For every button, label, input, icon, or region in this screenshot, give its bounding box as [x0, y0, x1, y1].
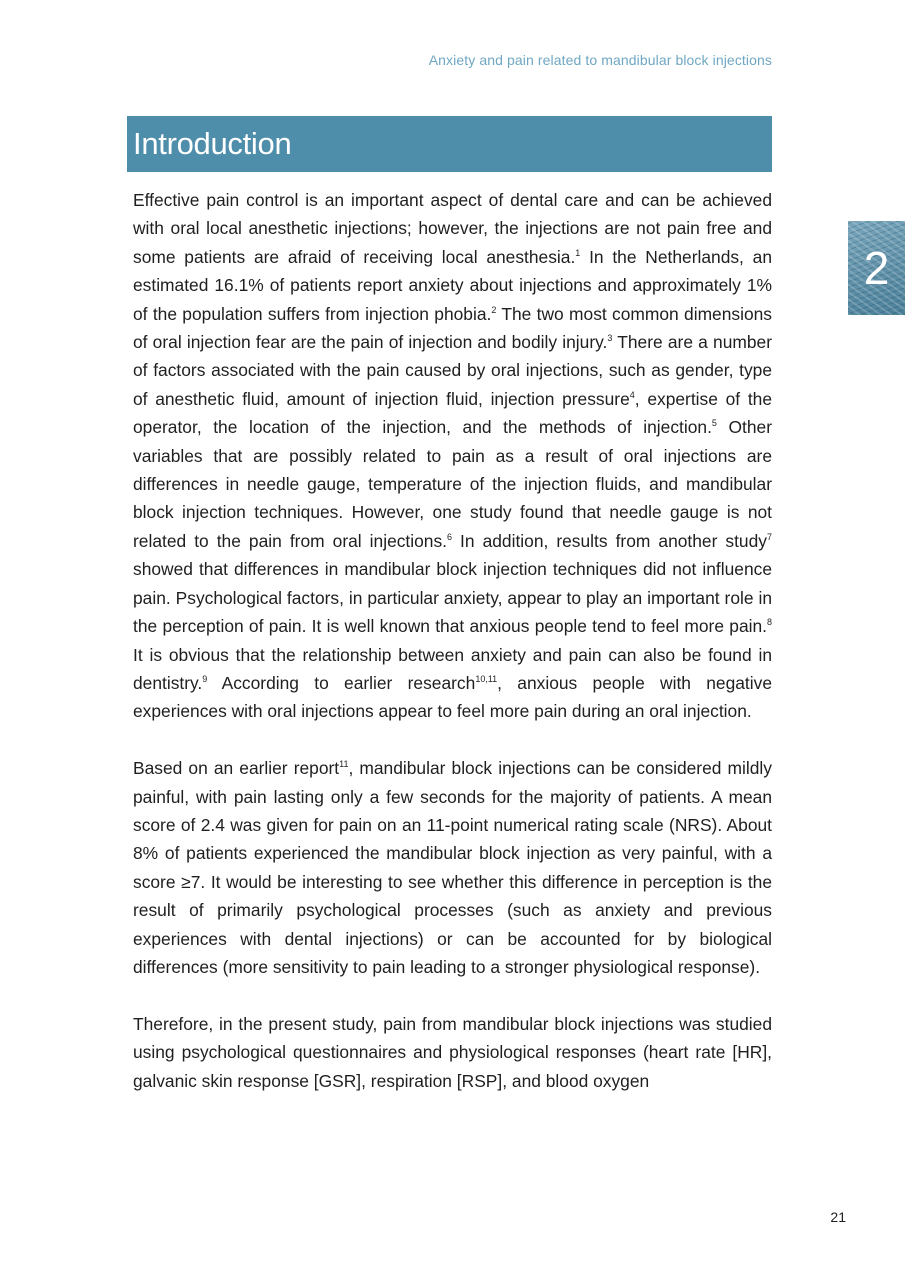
chapter-number: 2 [863, 242, 890, 294]
body-paragraph [133, 186, 772, 726]
citation-superscript: 11 [339, 759, 349, 770]
citation-superscript: 3 [607, 333, 613, 344]
paragraph-text: , anxious people with negative experiences with oral injections appear to feel more pain during an oral injection. [133, 672, 772, 722]
paragraph-text: Therefore, in the present study, pain from mandibular block injections was studied using psychological questionnaires and physiological responses (heart rate [HR], galvanic skin response [GSR], respiration [RSP], and blood oxygen [133, 1013, 772, 1091]
citation-superscript: 1 [575, 247, 581, 258]
citation-superscript: 8 [766, 617, 772, 628]
citation-superscript: 6 [447, 531, 453, 542]
running-head: Anxiety and pain related to mandibular block injections [428, 52, 772, 68]
citation-superscript: 10,11 [475, 673, 498, 684]
paragraph-text: It is obvious that the relationship between anxiety and pain can also be found in dentistry. [133, 644, 772, 693]
body-paragraph [133, 1010, 772, 1095]
paragraph-text: In the Netherlands, an estimated 16.1% of patients report anxiety about injections and approximately 1% of the population suffers from injection phobia. [133, 246, 772, 324]
paragraph-text: Other variables that are possibly related to pain as a result of oral injections are differences in needle gauge, temperature of the injection fluids, and mandibular block injection techniques. However, one study found that needle gauge is not related to the pain from oral injections. [133, 417, 772, 551]
paragraph-text: , expertise of the operator, the location of the injection, and the methods of injection. [133, 388, 773, 438]
paragraph-text: Effective pain control is an important aspect of dental care and can be achieved with oral local anesthetic injections; however, the injections are not pain free and some patients are afraid of receiving local anesthesia. [133, 190, 772, 267]
section-heading-bar [127, 116, 772, 172]
paragraph-text: In addition, results from another study [452, 530, 767, 551]
citation-superscript: 2 [491, 304, 497, 315]
citation-superscript: 7 [766, 531, 772, 542]
chapter-tab [848, 221, 905, 315]
paragraph-text: According to earlier research [207, 672, 476, 693]
citation-superscript: 5 [711, 418, 717, 429]
paragraph-text: , mandibular block injections can be considered mildly painful, with pain lasting only a few seconds for the majority of patients. A mean score of 2.4 was given for pain on an 11-point numerical rating scale (NRS). About 8% of patients experienced the mandibular block injection as very painful, with a score ≥7. It would be interesting to see whether this difference in perception is the result of primarily psychological processes (such as anxiety and previous experiences with dental injections) or can be accounted for by biological differences (more sensitivity to pain leading to a stronger physiological response). [133, 758, 772, 977]
body-text [133, 186, 772, 1095]
citation-superscript: 4 [629, 389, 635, 400]
body-paragraph [133, 754, 772, 981]
paragraph-text: Based on an earlier report [133, 758, 340, 779]
section-title: Introduction [133, 126, 292, 161]
page-number: 21 [830, 1209, 846, 1225]
citation-superscript: 9 [202, 673, 208, 684]
paragraph-text: The two most common dimensions of oral injection fear are the pain of injection and bodily injury. [133, 303, 772, 353]
paragraph-text: There are a number of factors associated with the pain caused by oral injections, such as gender, type of anesthetic fluid, amount of injection fluid, injection pressure [133, 332, 772, 409]
paragraph-text: showed that differences in mandibular block injection techniques did not influence pain. Psychological factors, in particular anxiety, appear to play an important role in the perception of pain. It is well known that anxious people tend to feel more pain. [133, 559, 772, 637]
